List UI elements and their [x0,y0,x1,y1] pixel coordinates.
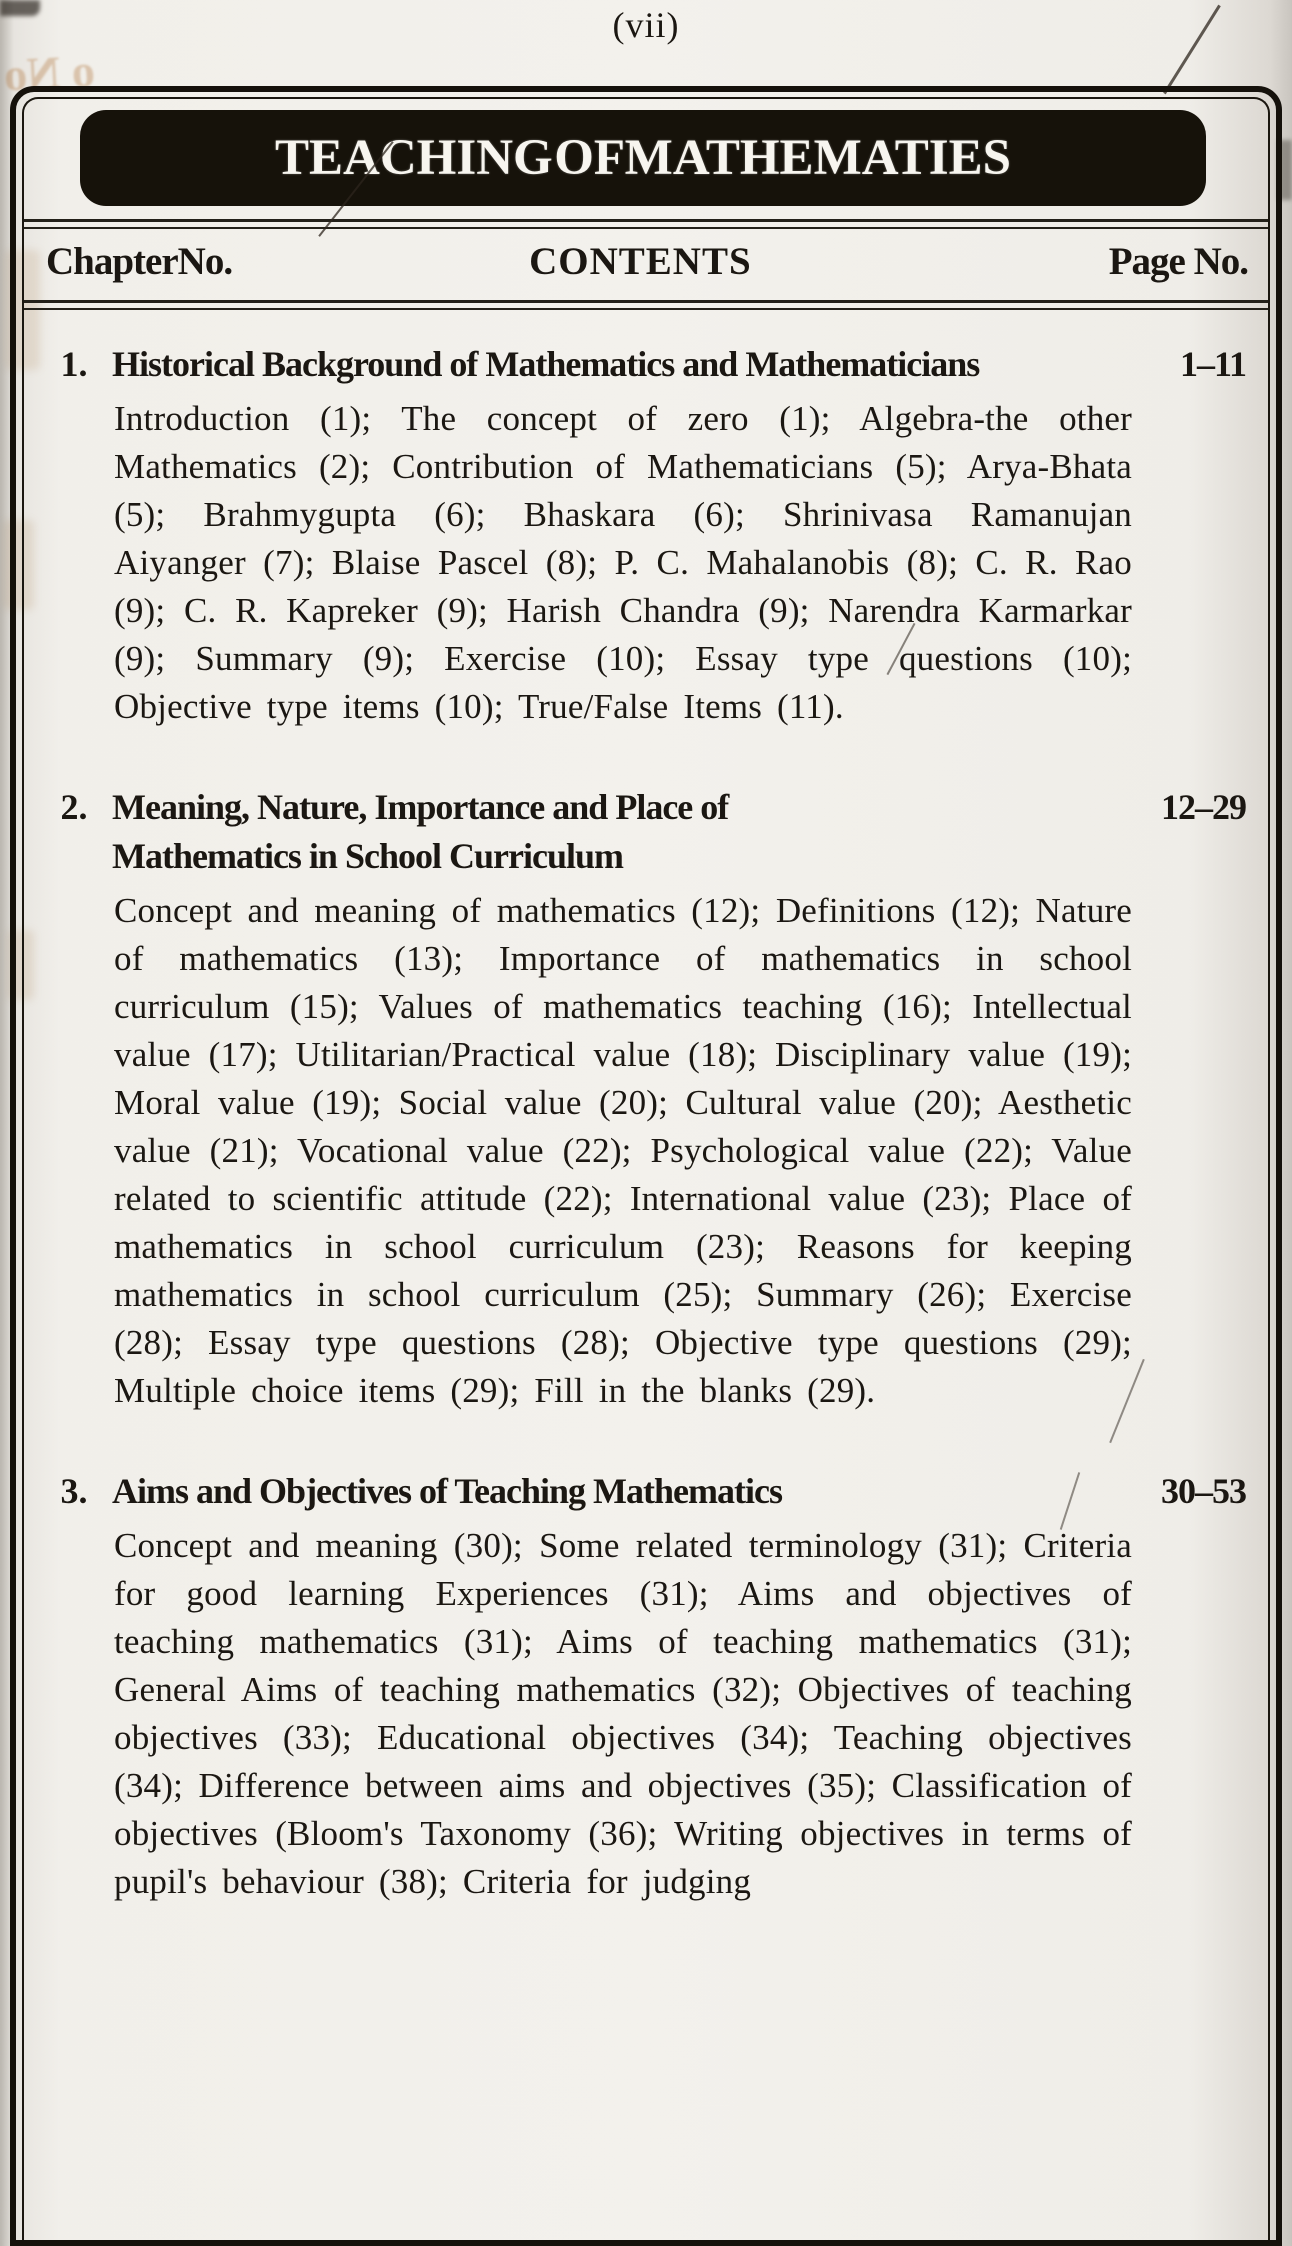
page-column-label: Page No. [1108,240,1248,283]
double-rule-divider [24,300,1268,310]
content-frame [10,86,1282,2246]
entry-title-line2: Mathematics in School Curriculum [112,836,623,876]
entry-number: 1. [60,344,88,384]
title-banner-label: TEACHING OF MATHEMATIES [274,130,1011,186]
table-of-contents [24,310,1268,1906]
entry-title [112,340,1120,389]
double-rule-divider [24,219,1268,229]
entry-topics-text: Concept and meaning (30); Some related terminology (31); Criteria for good learning Experiences (31); Aims and objectives of teaching mathematics (31); Aims of teaching mathematics (31); General Aims of teaching mathematics (32); Objectives of teaching objectives (33); Educational objectives (34); Teaching objectives (34); Difference between aims and objectives (35); Classification of objectives (Bloom's Taxonomy (36); Writing objectives in terms of pupil's behaviour (38); Criteria for judging [114,1526,1132,1901]
contents-header-row [24,229,1268,300]
contents-column-label: CONTENTS [529,240,752,283]
content-frame-inner [22,97,1270,2240]
page-folio: (vii) [612,5,680,45]
toc-entry [36,783,1250,1415]
entry-number: 2. [60,787,88,827]
entry-page-range: 12–29 [1161,787,1246,827]
entry-page-range: 1–11 [1179,344,1246,384]
bleed-through-artifact: o No [2,44,97,101]
chapter-column-label: ChapterNo. [46,240,233,283]
entry-title [112,1467,1120,1516]
entry-title [112,783,1120,881]
toc-entry [36,1467,1250,1906]
entry-topics-text: Introduction (1); The concept of zero (1); Algebra-the other Mathematics (2); Contribution of Mathematicians (5); Arya-Bhata (5); Brahmygupta (6); Bhaskara (6); Shrinivasa Ramanujan Aiyanger (7); Blaise Pascel (8); P. C. Mahalanobis (8); C. R. Rao (9); C. R. Kapreker (9); Harish Chandra (9); Narendra Karmarkar (9); Summary (9); Exercise (10); Essay type questions (10); Objective type items (10); True/False Items (11). [114,399,1132,726]
entry-topics-text: Concept and meaning of mathematics (12); Definitions (12); Nature of mathematics (13); Importance of mathematics in school curriculum (15); Values of mathematics teaching (16); Intellectual value (17); Utilitarian/Practical value (18); Disciplinary value (19); Moral value (19); Social value (20); Cultural value (20); Aesthetic value (21); Vocational value (22); Psychological value (22); Value related to scientific attitude (22); International value (23); Place of mathematics in school curriculum (23); Reasons for keeping mathematics in school curriculum (25); Summary (26); Exercise (28); Essay type questions (28); Objective type questions (29); Multiple choice items (29); Fill in the blanks (29). [114,891,1132,1410]
toc-entry-heading [36,340,1250,389]
entry-page-range: 30–53 [1161,1471,1246,1511]
entry-title-line1: Historical Background of Mathematics and Mathematicians [112,344,980,384]
entry-title-line1: Meaning, Nature, Importance and Place of [112,787,729,827]
title-banner [82,112,1204,204]
toc-entry-heading [36,783,1250,881]
entry-number: 3. [60,1471,88,1511]
entry-title-line1: Aims and Objectives of Teaching Mathematics [112,1471,782,1511]
toc-entry [36,340,1250,731]
